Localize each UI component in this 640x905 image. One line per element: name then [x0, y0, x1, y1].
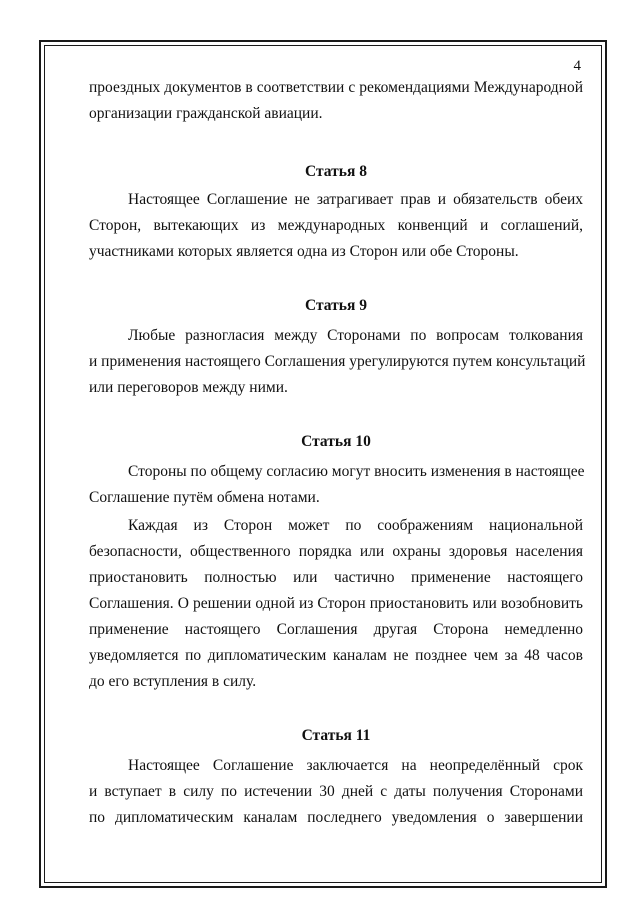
- text-line: безопасности, общественного порядка или охраны здоровья населения: [89, 543, 583, 560]
- text-line: уведомляется по дипломатическим каналам не позднее чем за 48 часов: [89, 647, 583, 664]
- text-line: Стороны по общему согласию могут вносить изменения в настоящее: [128, 463, 585, 480]
- text-line: Настоящее Соглашение не затрагивает прав и обязательств обеих: [128, 191, 583, 208]
- text-line: до его вступления в силу.: [89, 673, 257, 690]
- text-line: приостановить полностью или частично применение настоящего: [89, 569, 583, 586]
- article-9-heading: Статья 9: [305, 297, 367, 314]
- text-line: Соглашения. О решении одной из Сторон приостановить или возобновить: [89, 595, 583, 612]
- text-line: и вступает в силу по истечении 30 дней с даты получения Сторонами: [89, 783, 583, 800]
- article-10-heading: Статья 10: [301, 433, 371, 450]
- text-line: по дипломатическим каналам последнего уведомления о завершении: [89, 809, 583, 826]
- article-8-heading: Статья 8: [305, 163, 367, 180]
- page-number: 4: [573, 58, 581, 74]
- text-line: Каждая из Сторон может по соображениям национальной: [128, 517, 583, 534]
- text-line: Соглашение путём обмена нотами.: [89, 489, 320, 506]
- text-line: применение настоящего Соглашения другая Сторона немедленно: [89, 621, 583, 638]
- text-line: Любые разногласия между Сторонами по вопросам толкования: [128, 327, 583, 344]
- text-line: и применения настоящего Соглашения урегулируются путем консультаций: [89, 353, 586, 370]
- text-line: или переговоров между ними.: [89, 379, 288, 396]
- article-11-heading: Статья 11: [301, 727, 371, 744]
- text-line: Настоящее Соглашение заключается на неопределённый срок: [128, 757, 583, 774]
- text-line: проездных документов в соответствии с рекомендациями Международной: [89, 79, 583, 96]
- text-line: Сторон, вытекающих из международных конвенций и соглашений,: [89, 217, 583, 234]
- text-line: организации гражданской авиации.: [89, 105, 323, 122]
- text-line: участниками которых является одна из Сторон или обе Стороны.: [89, 243, 519, 260]
